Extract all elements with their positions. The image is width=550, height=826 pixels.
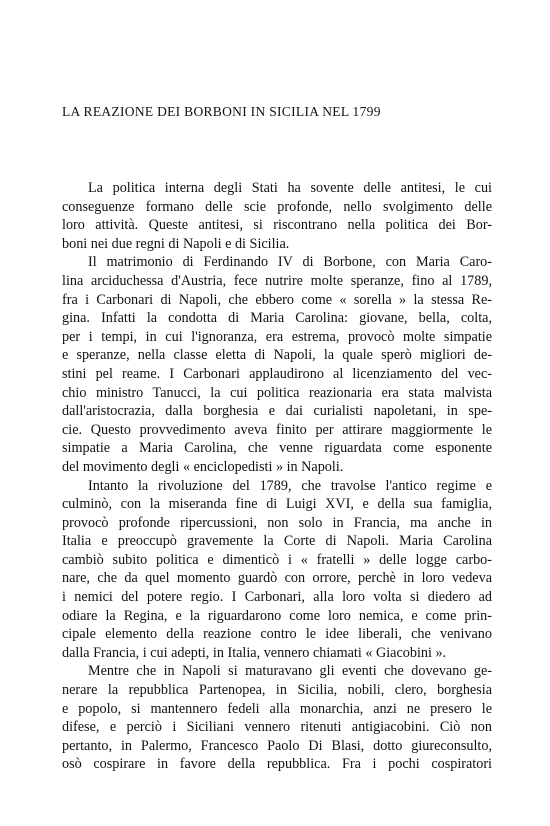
text-line: dalla Francia, i cui adepti, in Italia, vennero chiamati « Giacobini ». <box>62 644 447 661</box>
text-line: odiare la Regina, e la riguardarono come loro nemica, e come prin- <box>62 607 492 624</box>
text-line: gina. Infatti la condotta di Maria Carolina: giovane, bella, colta, <box>62 310 492 327</box>
chapter-title: LA REAZIONE DEI BORBONI IN SICILIA NEL 1799 <box>62 104 381 119</box>
text-line: osò cospirare in favore della repubblica. Fra i pochi cospiratori <box>62 756 492 773</box>
text-line: e popolo, si mantennero fedeli alla monarchia, anzi ne presero le <box>62 700 492 717</box>
body-text <box>62 179 492 774</box>
text-line: i nemici del potere regio. I Carbonari, alla loro volta si diedero ad <box>62 589 492 606</box>
text-line: pertanto, in Palermo, Francesco Paolo Di Blasi, dotto giureconsulto, <box>62 737 492 754</box>
text-line: stini pel reame. I Carbonari applaudirono al licenziamento del vec- <box>62 365 492 382</box>
text-line: nare, che da quel momento guardò con orrore, perchè in loro vedeva <box>62 570 492 587</box>
text-line: lina arciduchessa d'Austria, fece nutrire molte speranze, fino al 1789, <box>62 272 492 289</box>
text-line: boni nei due regni di Napoli e di Sicilia. <box>62 235 290 252</box>
text-line: La politica interna degli Stati ha sovente delle antitesi, le cui <box>88 180 492 196</box>
text-line: cambiò subito politica e dimenticò i « fratelli » delle logge carbo- <box>62 551 492 568</box>
text-line: chio ministro Tanucci, la cui politica reazionaria era stata malvista <box>62 384 492 401</box>
text-line: nerare la repubblica Partenopea, in Sicilia, nobili, clero, borghesia <box>62 682 492 699</box>
text-line: dall'aristocrazia, dalla borghesia e dai curialisti napoletani, in spe- <box>62 403 492 420</box>
text-line: e speranze, nella classe eletta di Napoli, la quale sperò migliori de- <box>62 347 492 364</box>
text-line: del movimento degli « enciclopedisti » in Napoli. <box>62 458 344 475</box>
text-line: Intanto la rivoluzione del 1789, che travolse l'antico regime e <box>88 477 492 494</box>
text-line: cipale elemento della reazione contro le idee liberali, che venivano <box>62 626 492 643</box>
text-line: Mentre che in Napoli si maturavano gli eventi che dovevano ge- <box>88 663 492 680</box>
text-line: culminò, con la miseranda fine di Luigi XVI, e della sua famiglia, <box>62 496 492 513</box>
text-line: cie. Questo provvedimento aveva finito per attirare maggiormente le <box>62 421 492 438</box>
text-line: conseguenze formano delle scie profonde, nello svolgimento delle <box>62 198 492 215</box>
text-line: simpatie a Maria Carolina, che venne riguardata come esponente <box>62 440 492 457</box>
text-line: Il matrimonio di Ferdinando IV di Borbone, con Maria Caro- <box>88 254 492 271</box>
text-line: difese, e perciò i Siciliani vennero ritenuti antigiacobini. Ciò non <box>62 719 492 736</box>
text-line: loro attività. Queste antitesi, si riscontrano nella politica dei Bor- <box>62 217 492 234</box>
text-line: provocò profonde ripercussioni, non solo in Francia, ma anche in <box>62 514 492 531</box>
text-line: per i tempi, in cui l'ignoranza, era estrema, provocò molte simpatie <box>62 328 492 345</box>
text-line: fra i Carbonari di Napoli, che ebbero come « sorella » la stessa Re- <box>62 291 492 308</box>
text-line: Italia e preoccupò gravemente la Corte di Napoli. Maria Carolina <box>62 533 492 550</box>
